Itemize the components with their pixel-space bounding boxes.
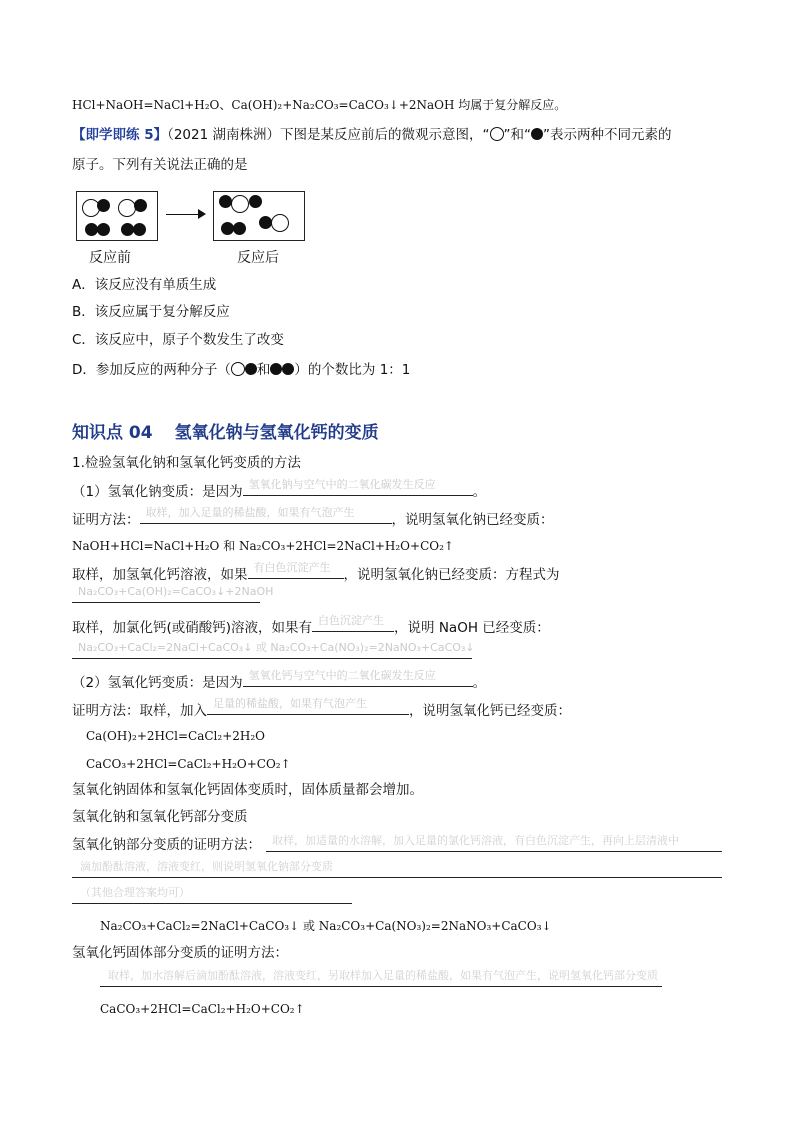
answer-blank[interactable] — [72, 903, 352, 904]
partial-title: 氢氧化钠和氢氧化钙部分变质 — [72, 809, 248, 825]
section-heading: 知识点 04 氢氧化钠与氢氧化钙的变质 — [72, 423, 379, 443]
white-atom-icon — [231, 195, 249, 213]
naoh-proof-1: 证明方法： 取样，加入足量的稀盐酸，如果有气泡产生 ，说明氢氧化钠已经变质： — [72, 506, 554, 528]
equation-blank-1 — [72, 585, 274, 608]
answer-blank[interactable]: Na₂CO₃+Ca(OH)₂=CaCO₃↓+2NaOH — [72, 588, 260, 603]
option-b: B．该反应属于复分解反应 — [72, 304, 230, 320]
arrow-head-icon — [198, 209, 206, 219]
after-box — [213, 191, 305, 241]
answer-blank[interactable]: 氢氧化钙与空气中的二氧化碳发生反应 — [243, 672, 473, 687]
black-atom-icon — [245, 363, 257, 375]
naoh-cause: （1）氢氧化钠变质：是因为 氢氧化钠与空气中的二氧化碳发生反应 。 — [72, 478, 487, 500]
black-atom-icon — [270, 363, 282, 375]
answer-blank[interactable] — [266, 851, 722, 852]
answer-blank[interactable]: 氢氧化钠与空气中的二氧化碳发生反应 — [243, 481, 473, 496]
naoh-proof-2: 取样，加氢氧化钙溶液，如果 有白色沉淀产生 ，说明氢氧化钠已经变质：方程式为 — [72, 561, 560, 583]
naoh-proof-3: 取样，加氯化钙(或硝酸钙)溶液，如果有 白色沉淀产生 ，说明 NaOH 已经变质： — [72, 614, 550, 636]
white-atom-icon — [118, 199, 136, 217]
reaction-note: HCl+NaOH=NaCl+H₂O、Ca(OH)₂+Na₂CO₃=CaCO₃↓+2NaOH 均属于复分解反应。 — [72, 98, 567, 112]
answer-blank[interactable]: 白色沉淀产生 — [312, 617, 394, 632]
option-a: A．该反应没有单质生成 — [72, 277, 217, 293]
answer-blank[interactable]: Na₂CO₃+CaCl₂=2NaCl+CaCO₃↓ 或 Na₂CO₃+Ca(NO₃)₂=2NaNO₃+CaCO₃↓ — [72, 644, 472, 659]
exercise-tag: 【即学即练 5】 — [72, 127, 168, 143]
exercise-stem-line2: 原子。下列有关说法正确的是 — [72, 157, 248, 173]
equation-4: Na₂CO₃+CaCl₂=2NaCl+CaCO₃↓ 或 Na₂CO₃+Ca(NO₃)₂=2NaNO₃+CaCO₃↓ — [100, 919, 552, 933]
black-atom-icon — [282, 363, 294, 375]
faint-answer: （其他合理答案均可） — [80, 886, 190, 899]
equation-3: CaCO₃+2HCl=CaCl₂+H₂O+CO₂↑ — [86, 757, 291, 771]
caoh2-proof: 证明方法：取样，加入 足量的稀盐酸，如果有气泡产生 ，说明氢氧化钙已经变质： — [72, 697, 571, 719]
option-d: D．参加反应的两种分子（ 和 ）的个数比为 1：1 — [72, 362, 411, 378]
black-atom-icon — [97, 199, 110, 212]
note-mass: 氢氧化钠固体和氢氧化钙固体变质时，固体质量都会增加。 — [72, 782, 423, 798]
answer-blank[interactable]: 取样，加入足量的稀盐酸，如果有气泡产生 — [140, 509, 392, 524]
black-atom-icon — [249, 195, 262, 208]
caoh2-partial-label: 氢氧化钙固体部分变质的证明方法： — [72, 945, 288, 961]
white-atom-icon — [231, 362, 245, 376]
black-atom-icon — [97, 223, 110, 236]
reaction-arrow — [166, 214, 202, 215]
option-c: C．该反应中，原子个数发生了改变 — [72, 332, 284, 348]
answer-blank[interactable] — [100, 986, 662, 987]
equation-1: NaOH+HCl=NaCl+H₂O 和 Na₂CO₃+2HCl=2NaCl+H₂O+CO₂↑ — [72, 539, 454, 553]
faint-answer: 取样，加适量的水溶解，加入足量的氯化钙溶液，有白色沉淀产生，再向上层清液中 — [272, 834, 679, 847]
naoh-partial-label: 氢氧化钠部分变质的证明方法： — [72, 837, 261, 853]
subsection-title: 1.检验氢氧化钠和氢氧化钙变质的方法 — [72, 455, 301, 471]
white-atom-icon — [271, 214, 289, 232]
exercise-stem: 【即学即练 5】（2021 湖南株洲）下图是某反应前后的微观示意图，“ ”和“ ”表示两种不同元素的 — [72, 127, 672, 143]
black-atom-icon — [531, 128, 543, 140]
black-atom-icon — [133, 223, 146, 236]
black-atom-icon — [134, 199, 147, 212]
before-box — [76, 191, 158, 241]
black-atom-icon — [233, 222, 246, 235]
equation-2: Ca(OH)₂+2HCl=CaCl₂+2H₂O — [86, 729, 266, 743]
faint-answer: 滴加酚酞溶液，溶液变红，则说明氢氧化钠部分变质 — [80, 860, 333, 873]
caoh2-cause: （2）氢氧化钙变质：是因为 氢氧化钙与空气中的二氧化碳发生反应 。 — [72, 669, 487, 691]
answer-blank[interactable] — [72, 877, 722, 878]
before-label: 反应前 — [89, 250, 131, 266]
white-atom-icon — [490, 127, 504, 141]
answer-blank[interactable]: 足量的稀盐酸，如果有气泡产生 — [207, 700, 409, 715]
answer-blank[interactable]: 有白色沉淀产生 — [248, 564, 344, 579]
faint-answer: 取样，加水溶解后滴加酚酞溶液，溶液变红，另取样加入足量的稀盐酸，如果有气泡产生，说明氢氧化钙部分变质 — [108, 969, 658, 982]
after-label: 反应后 — [237, 250, 279, 266]
black-atom-icon — [219, 195, 232, 208]
equation-5: CaCO₃+2HCl=CaCl₂+H₂O+CO₂↑ — [100, 1002, 305, 1016]
equation-blank-2 — [72, 641, 475, 664]
